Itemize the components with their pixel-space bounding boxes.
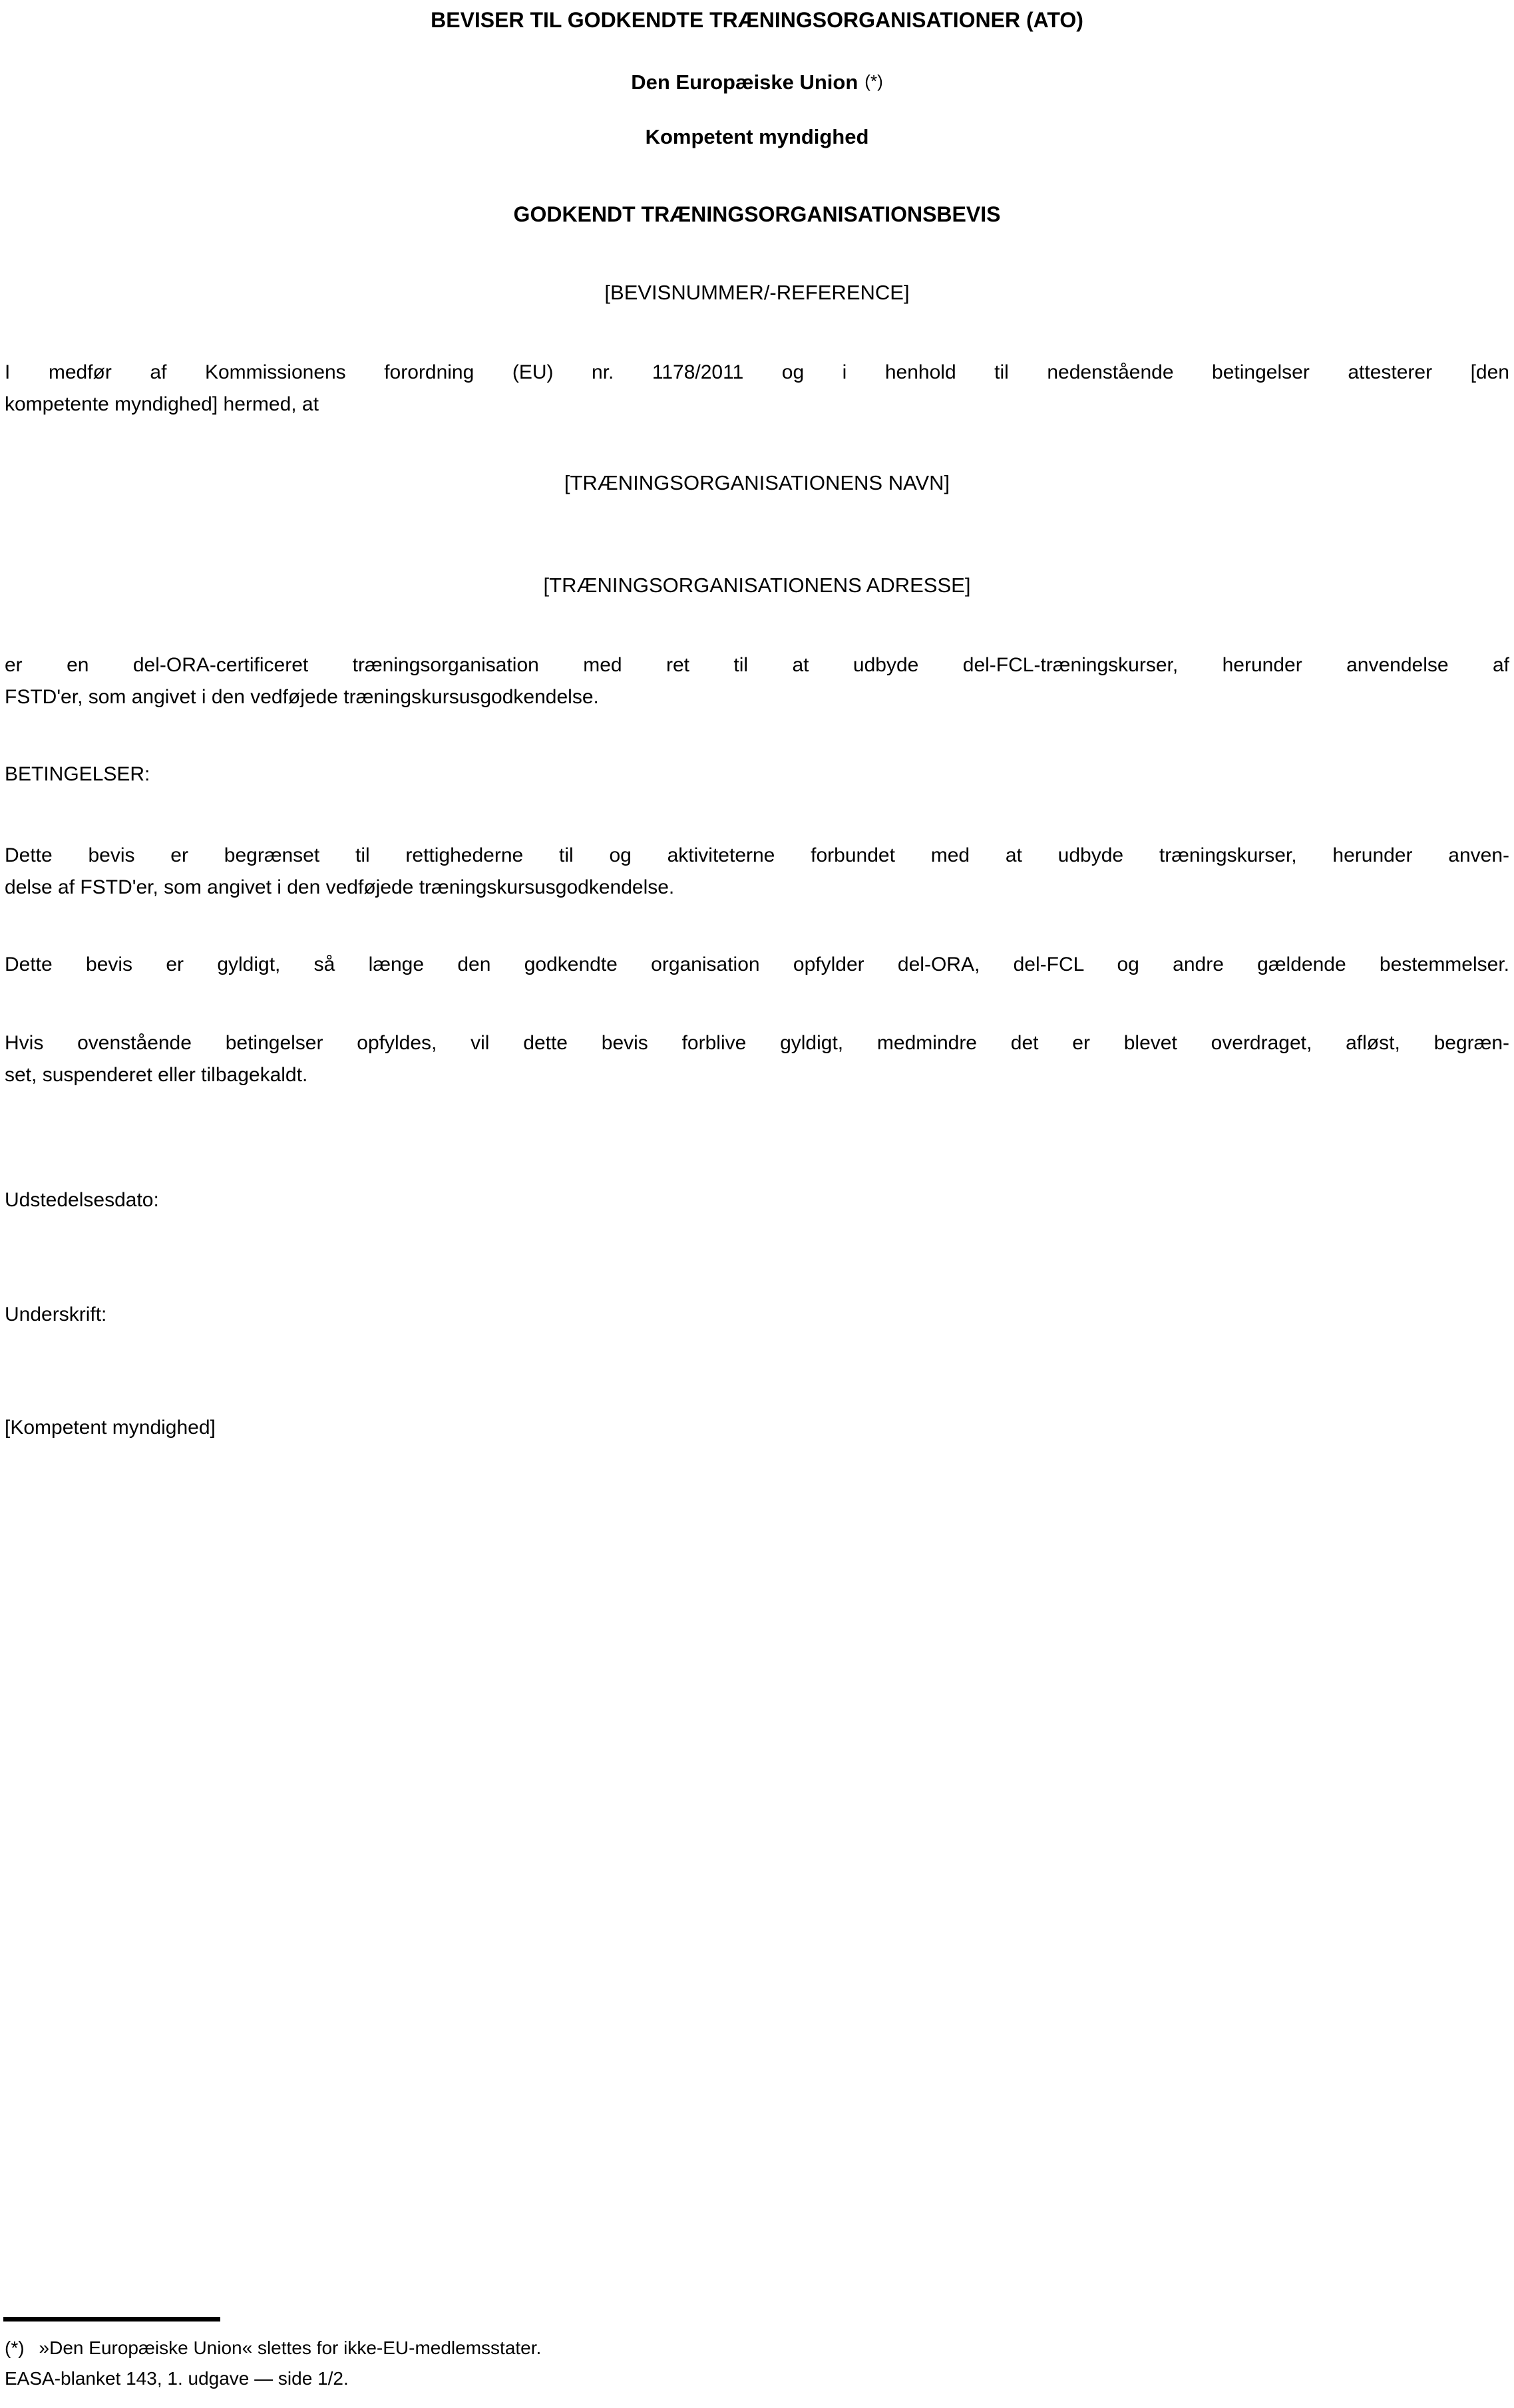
certification-line-1: er en del-ORA-certificeret træningsorganisation med ret til at udbyde del-FCL-træningskurser, herunder anvendelse af (5, 654, 1509, 676)
footnote-marker-reference: (*) (864, 71, 883, 91)
condition-revocation-line-2: set, suspenderet eller tilbagekaldt. (5, 1064, 308, 1086)
condition-validity-line-1: Dette bevis er gyldigt, så længe den godkendte organisation opfylder del-ORA, del-FCL og andre gældende bestemmelser. (5, 953, 1509, 975)
condition-scope-line-1: Dette bevis er begrænset til rettighederne til og aktiviteterne forbundet med at udbyde træningskurser, herunder anven- (5, 844, 1509, 866)
footnote-text: »Den Europæiske Union« slettes for ikke-EU-medlemsstater. (39, 2337, 542, 2358)
certification-line-2: FSTD'er, som angivet i den vedføjede træningskursusgodkendelse. (5, 686, 599, 708)
condition-revocation-paragraph (5, 1027, 1509, 1091)
certification-statement-paragraph (5, 649, 1509, 713)
certificate-title: GODKENDT TRÆNINGSORGANISATIONSBEVIS (513, 202, 1001, 226)
conditions-heading: BETINGELSER: (5, 763, 150, 785)
intro-line-1: I medfør af Kommissionens forordning (EU) nr. 1178/2011 og i henhold til nedenstående betingelser attesterer [den (5, 361, 1509, 383)
intro-paragraph (5, 357, 1509, 421)
condition-validity-paragraph (5, 949, 1509, 981)
condition-revocation-line-1: Hvis ovenstående betingelser opfyldes, vil dette bevis forblive gyldigt, medmindre det er blevet overdraget, afløst, begræn- (5, 1032, 1509, 1054)
condition-scope-paragraph (5, 840, 1509, 904)
competent-authority-heading: Kompetent myndighed (645, 125, 869, 148)
union-heading (5, 68, 1509, 96)
signature-label: Underskrift: (5, 1303, 107, 1325)
condition-scope-line-2: delse af FSTD'er, som angivet i den vedføjede træningskursusgodkendelse. (5, 876, 675, 898)
certificate-reference-placeholder: [BEVISNUMMER/-REFERENCE] (604, 281, 910, 304)
organisation-address-placeholder: [TRÆNINGSORGANISATIONENS ADRESSE] (543, 574, 971, 597)
form-reference-line: EASA-blanket 143, 1. udgave — side 1/2. (5, 2368, 349, 2389)
union-heading-text: Den Europæiske Union (631, 71, 858, 94)
footnote-separator-rule (3, 2317, 220, 2322)
organisation-name-placeholder: [TRÆNINGSORGANISATIONENS NAVN] (564, 471, 950, 494)
footnote-marker: (*) (5, 2337, 25, 2358)
document-title: BEVISER TIL GODKENDTE TRÆNINGSORGANISATIONER (ATO) (431, 8, 1083, 32)
authority-placeholder: [Kompetent myndighed] (5, 1417, 216, 1439)
issue-date-label: Udstedelsesdato: (5, 1189, 159, 1211)
intro-line-2: kompetente myndighed] hermed, at (5, 393, 319, 415)
footnote-line (5, 2333, 1509, 2363)
